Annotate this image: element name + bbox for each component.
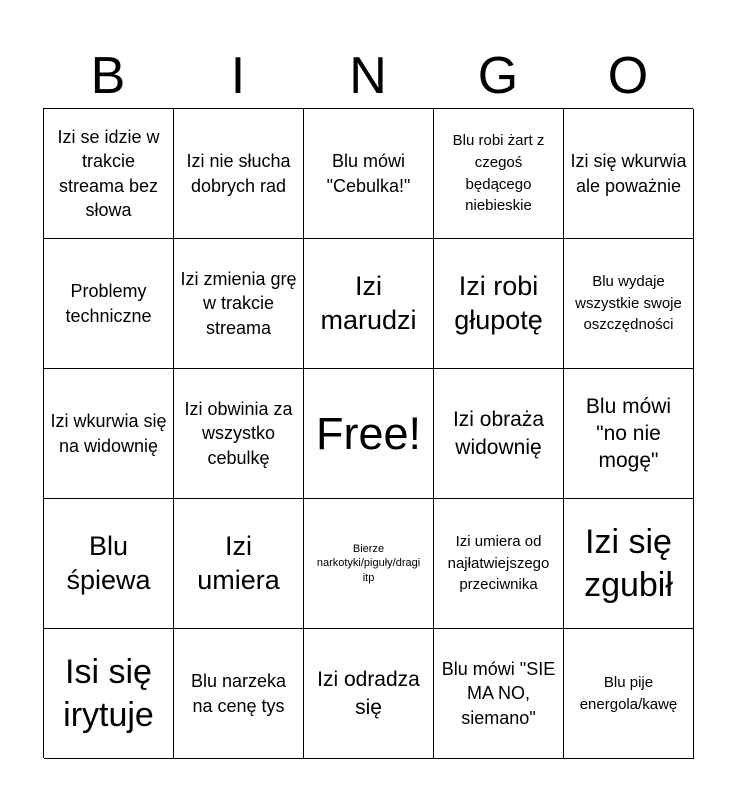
header-letter-b: B: [90, 47, 126, 105]
cell-text: Izi się zgubił: [584, 523, 673, 604]
cell-text: Izi robi głupotę: [454, 270, 543, 335]
cell-text: Blu mówi "SIE MA NO, siemano": [441, 659, 556, 728]
bingo-cell[interactable]: [304, 499, 434, 629]
bingo-cell[interactable]: [174, 369, 304, 499]
bingo-cell[interactable]: [304, 239, 434, 369]
bingo-cell[interactable]: [434, 239, 564, 369]
bingo-cell[interactable]: [564, 629, 694, 759]
bingo-cell[interactable]: [44, 369, 174, 499]
cell-text: Blu pije energola/kawę: [579, 673, 678, 713]
bingo-cell[interactable]: [434, 369, 564, 499]
bingo-cell[interactable]: [44, 629, 174, 759]
cell-text: Izi obraża widownię: [452, 408, 545, 459]
cell-text: Blu mówi "no nie mogę": [585, 394, 672, 473]
header-letter-i: I: [230, 47, 246, 105]
cell-text: Izi umiera: [197, 530, 280, 595]
cell-text: Izi wkurwia się na widownię: [50, 411, 167, 456]
bingo-cell[interactable]: [44, 499, 174, 629]
cell-text: Izi se idzie w trakcie streama bez słowa: [57, 126, 160, 220]
bingo-board: [43, 108, 693, 758]
cell-text: Izi zmienia grę w trakcie streama: [180, 269, 297, 338]
cell-text: Izi nie słucha dobrych rad: [186, 151, 291, 196]
bingo-header: [43, 44, 693, 108]
bingo-cell[interactable]: [434, 629, 564, 759]
bingo-cell[interactable]: [44, 109, 174, 239]
header-letter-n: N: [349, 47, 387, 105]
header-letter-o: O: [607, 47, 649, 105]
cell-text: Blu narzeka na cenę tys: [190, 671, 287, 716]
bingo-cell[interactable]: [304, 109, 434, 239]
cell-text: Problemy techniczne: [65, 281, 152, 326]
bingo-cell[interactable]: [564, 109, 694, 239]
bingo-cell[interactable]: [304, 629, 434, 759]
cell-text: Blu wydaje wszystkie swoje oszczędności: [575, 272, 682, 334]
cell-text: Izi się wkurwia ale poważnie: [570, 151, 687, 196]
bingo-cell[interactable]: [564, 499, 694, 629]
cell-text: Izi obwinia za wszystko cebulkę: [184, 399, 293, 468]
cell-text: Blu mówi "Cebulka!": [326, 151, 411, 196]
cell-text: Izi umiera od najłatwiejszego przeciwnika: [447, 532, 550, 594]
bingo-cell[interactable]: [174, 499, 304, 629]
bingo-cell[interactable]: [434, 499, 564, 629]
bingo-cell[interactable]: [44, 239, 174, 369]
header-letter-g: G: [477, 47, 519, 105]
cell-text: Bierze narkotyki/piguły/dragi itp: [316, 543, 421, 584]
free-space-text: Free!: [315, 407, 422, 459]
bingo-cell[interactable]: [174, 239, 304, 369]
bingo-cell[interactable]: [434, 109, 564, 239]
cell-text: Isi się irytuje: [63, 653, 154, 734]
free-space-cell[interactable]: [304, 369, 434, 499]
bingo-cell[interactable]: [564, 239, 694, 369]
cell-text: Izi marudzi: [320, 270, 417, 335]
cell-text: Izi odradza się: [317, 668, 420, 719]
cell-text: Blu śpiewa: [66, 530, 151, 595]
bingo-cell[interactable]: [174, 629, 304, 759]
cell-text: Blu robi żart z czegoś będącego niebieskie: [452, 132, 545, 215]
bingo-cell[interactable]: [564, 369, 694, 499]
bingo-cell[interactable]: [174, 109, 304, 239]
